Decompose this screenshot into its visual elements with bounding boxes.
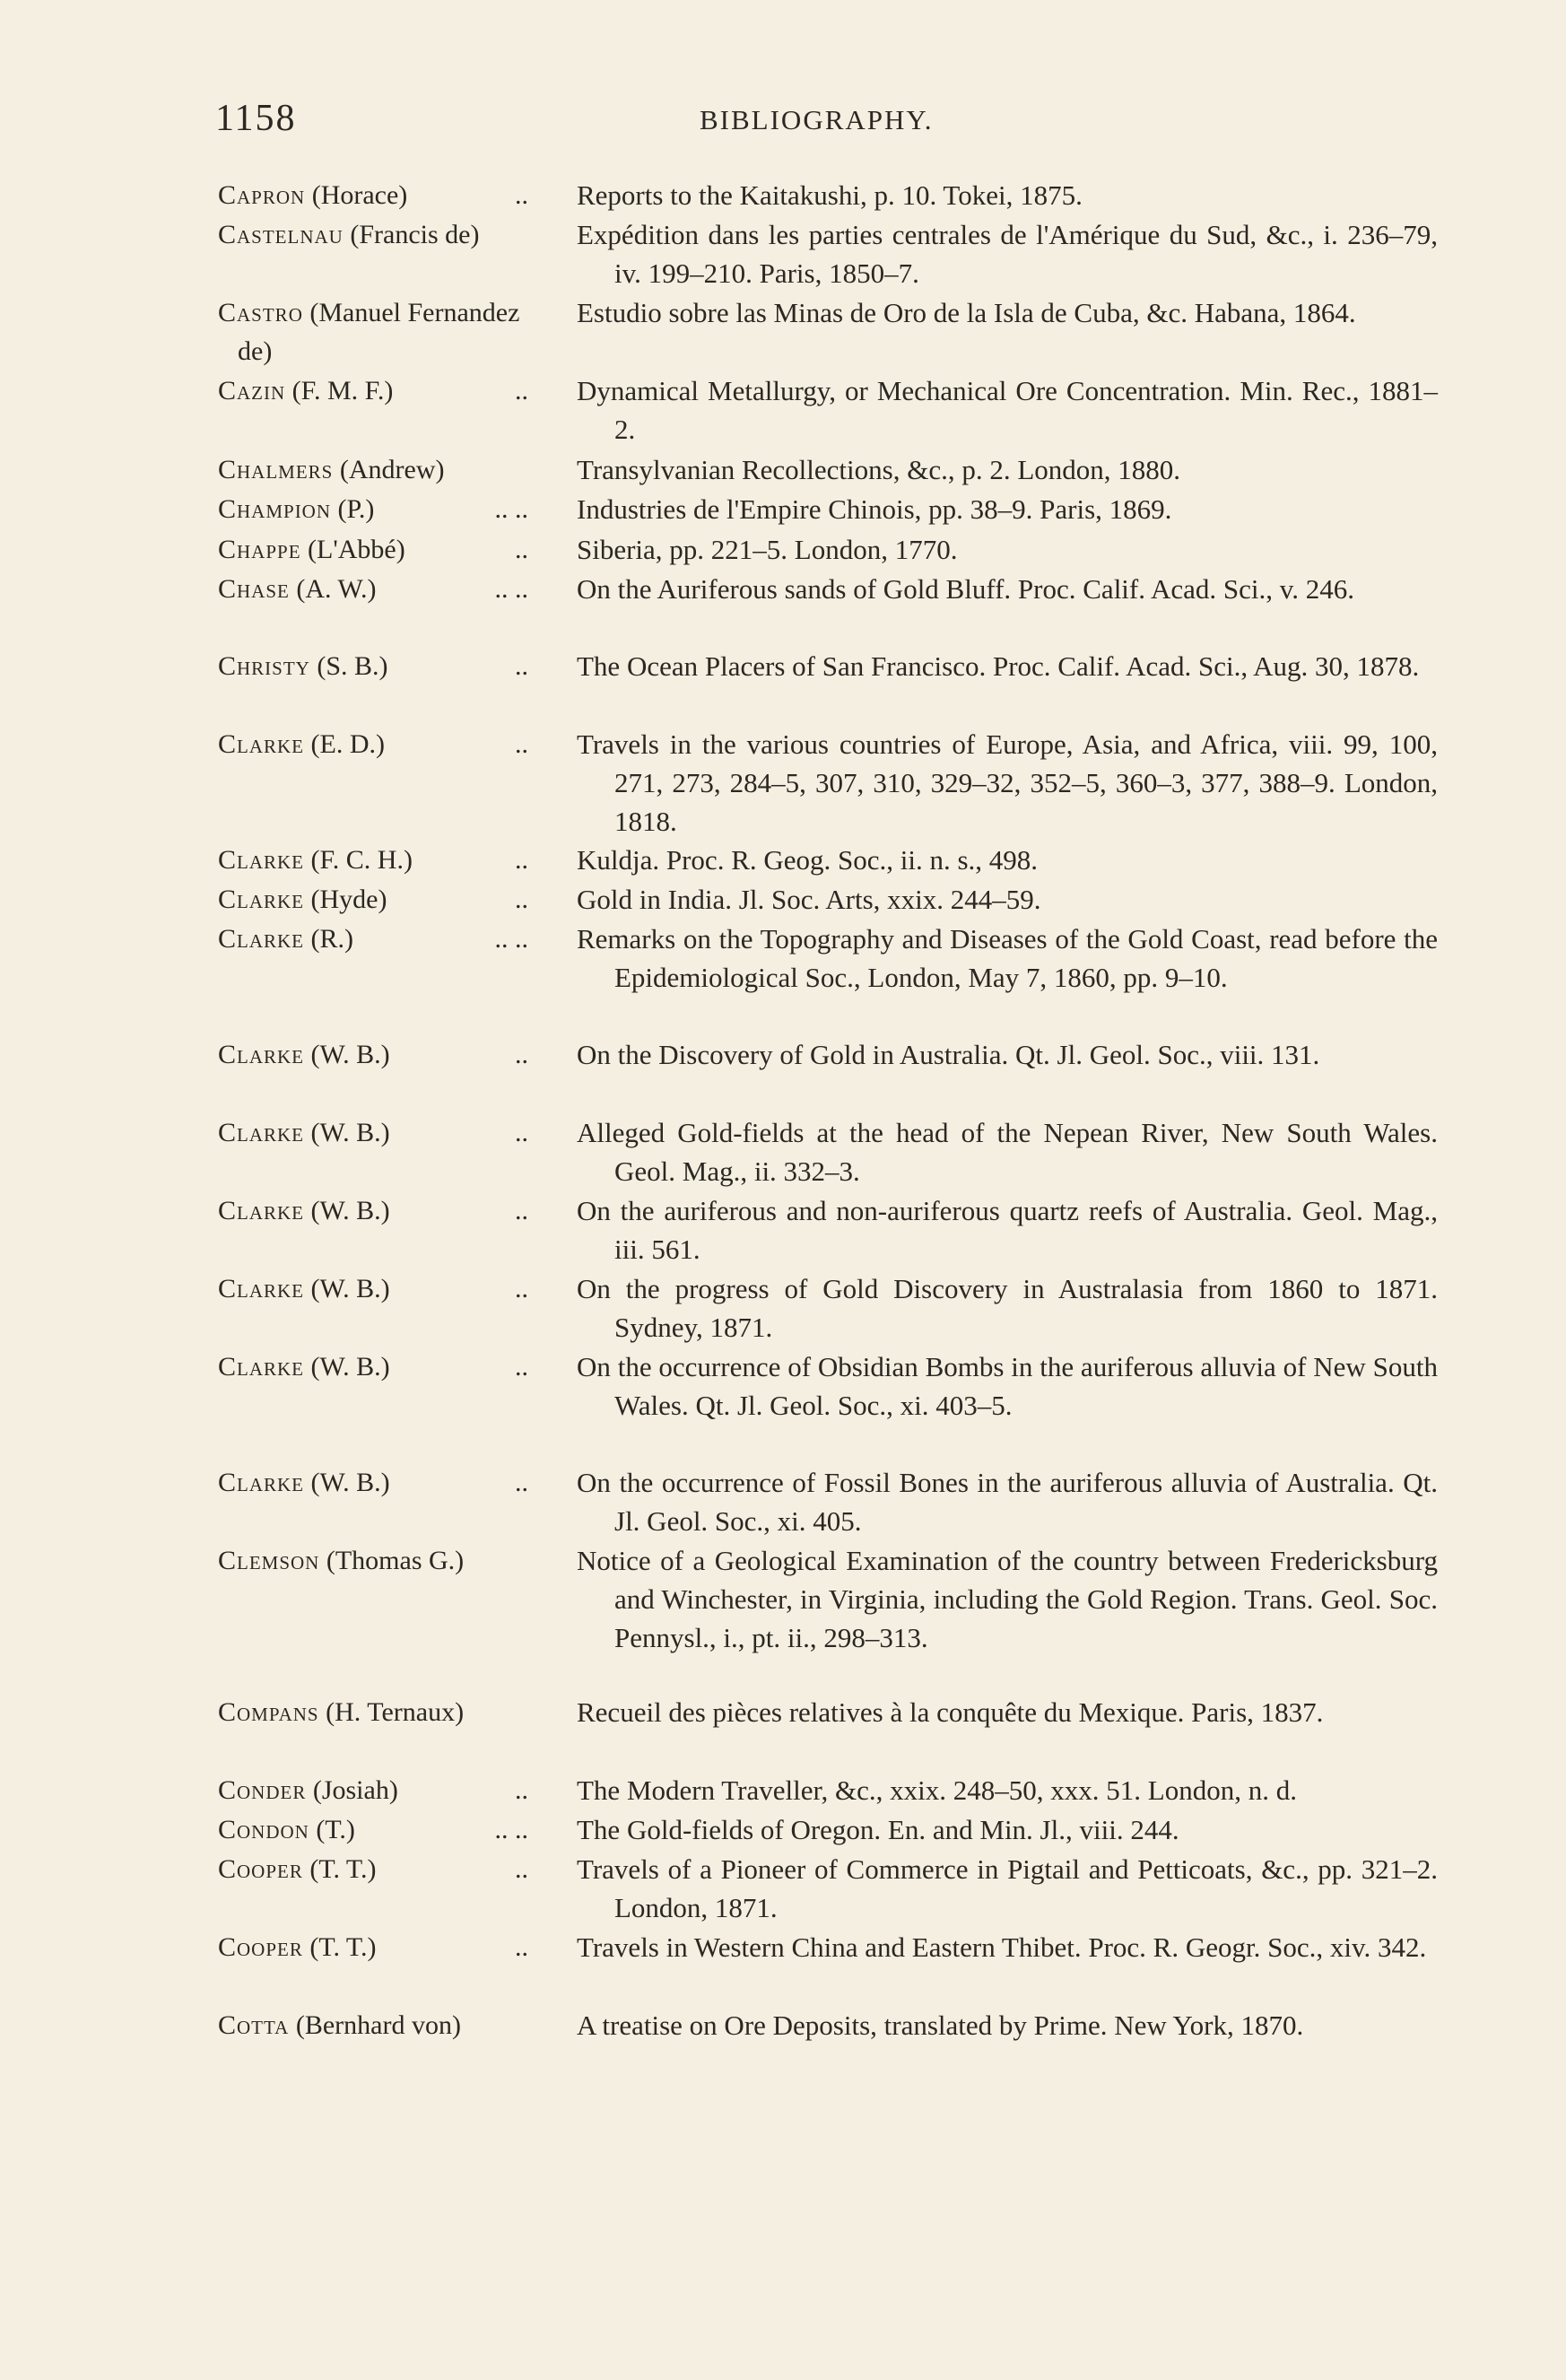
author-surname: Clarke	[218, 1196, 305, 1225]
author-surname: Clarke	[218, 729, 305, 759]
page-header	[215, 97, 1453, 151]
author-given-name: (Hyde)	[310, 885, 387, 914]
entry-description: Notice of a Geological Examination of the country between Fredericksburg and Winchester, in Virginia, including the Gold Region. Trans. Geol. Soc. Pennysl., i., pt. ii., 298–313.	[577, 1545, 1438, 1653]
entry-author	[218, 880, 530, 919]
author-surname: Cooper	[218, 1932, 303, 1962]
author-surname: Chappe	[218, 535, 301, 564]
author-given-name: (S. B.)	[317, 651, 388, 681]
entry-author	[218, 725, 530, 763]
author-surname: Clarke	[218, 1468, 305, 1497]
author-given-name: (E. D.)	[310, 729, 385, 759]
author-given-name: (L'Abbé)	[308, 535, 405, 564]
entry-description: Gold in India. Jl. Soc. Arts, xxix. 244–59.	[577, 884, 1041, 915]
author-given-name: (W. B.)	[310, 1274, 390, 1303]
author-surname: Cooper	[218, 1854, 303, 1884]
author-surname: Chase	[218, 574, 290, 604]
leader-dots: ..	[515, 885, 528, 914]
entry-author	[218, 920, 530, 958]
leader-dots: ..	[515, 376, 528, 405]
leader-dots: ..	[515, 1196, 528, 1225]
author-given-name: (W. B.)	[310, 1118, 390, 1147]
leader-dots: ..	[515, 1118, 528, 1147]
entry-author	[218, 215, 530, 254]
entry-author	[218, 1850, 530, 1888]
entry-description: Reports to the Kaitakushi, p. 10. Tokei, 1875.	[577, 179, 1083, 211]
author-given-name: (T. T.)	[309, 1854, 377, 1884]
entry-author	[218, 293, 530, 371]
author-surname: Clemson	[218, 1546, 320, 1575]
author-given-name: (Josiah)	[312, 1775, 398, 1805]
author-given-name: (Manuel Fernandez de)	[238, 298, 520, 366]
entry-description: On the occurrence of Fossil Bones in the auriferous alluvia of Australia. Qt. Jl. Geol. Soc., xi. 405.	[577, 1467, 1438, 1537]
entry-description: Travels of a Pioneer of Commerce in Pigtail and Petticoats, &c., pp. 321–2. London, 1871.	[577, 1853, 1438, 1923]
entry-author	[218, 1541, 530, 1580]
author-surname: Cazin	[218, 376, 286, 405]
leader-dots: ..	[515, 1274, 528, 1303]
leader-dots: ..	[515, 180, 528, 210]
entry-description: Alleged Gold-fields at the head of the Nepean River, New South Wales. Geol. Mag., ii. 332–3.	[577, 1117, 1438, 1187]
author-surname: Clarke	[218, 1274, 305, 1303]
entry-description: Travels in the various countries of Europe, Asia, and Africa, viii. 99, 100, 271, 273, 284–5, 307, 310, 329–32, 352–5, 360–3, 377, 388–9. London, 1818.	[577, 728, 1438, 837]
author-surname: Capron	[218, 180, 306, 210]
author-given-name: (H. Ternaux)	[326, 1697, 465, 1727]
leader-dots: ..	[515, 1352, 528, 1382]
entry-author	[218, 647, 530, 685]
author-surname: Cotta	[218, 2010, 290, 2040]
entry-author	[218, 1810, 530, 1849]
leader-dots: ..	[515, 1468, 528, 1497]
author-given-name: (Horace)	[311, 180, 408, 210]
leader-dots: .. ..	[494, 924, 528, 954]
author-surname: Clarke	[218, 1040, 305, 1069]
author-given-name: (W. B.)	[310, 1468, 390, 1497]
author-given-name: (P.)	[337, 494, 375, 524]
entry-author	[218, 1928, 530, 1966]
leader-dots: ..	[515, 535, 528, 564]
entry-author	[218, 1347, 530, 1386]
author-surname: Castelnau	[218, 220, 344, 249]
author-given-name: (W. B.)	[310, 1352, 390, 1382]
author-given-name: (T.)	[316, 1815, 355, 1844]
author-surname: Clarke	[218, 1118, 305, 1147]
leader-dots: .. ..	[494, 494, 528, 524]
entry-description: Dynamical Metallurgy, or Mechanical Ore Concentration. Min. Rec., 1881–2.	[577, 375, 1438, 445]
entry-description: Siberia, pp. 221–5. London, 1770.	[577, 534, 958, 565]
author-given-name: (Francis de)	[350, 220, 480, 249]
entry-description: On the occurrence of Obsidian Bombs in the auriferous alluvia of New South Wales. Qt. Jl. Geol. Soc., xi. 403–5.	[577, 1351, 1438, 1421]
entry-description: A treatise on Ore Deposits, translated by Prime. New York, 1870.	[577, 2009, 1304, 2041]
author-surname: Christy	[218, 651, 310, 681]
entry-author	[218, 1771, 530, 1809]
leader-dots: .. ..	[494, 574, 528, 604]
author-surname: Compans	[218, 1697, 319, 1727]
author-surname: Condon	[218, 1815, 309, 1844]
entry-description: On the auriferous and non-auriferous quartz reefs of Australia. Geol. Mag., iii. 561.	[577, 1195, 1438, 1265]
author-surname: Clarke	[218, 885, 305, 914]
entry-author	[218, 570, 530, 608]
entry-description: The Gold-fields of Oregon. En. and Min. Jl., viii. 244.	[577, 1814, 1179, 1845]
author-given-name: (F. M. F.)	[291, 376, 394, 405]
author-surname: Clarke	[218, 924, 305, 954]
entry-description: Recueil des pièces relatives à la conquête du Mexique. Paris, 1837.	[577, 1696, 1324, 1728]
entry-description: Transylvanian Recollections, &c., p. 2. London, 1880.	[577, 454, 1181, 485]
author-given-name: (W. B.)	[310, 1040, 390, 1069]
author-surname: Clarke	[218, 1352, 305, 1382]
leader-dots: ..	[515, 651, 528, 681]
entry-author	[218, 450, 530, 489]
entry-author	[218, 1693, 530, 1731]
entry-description: Kuldja. Proc. R. Geog. Soc., ii. n. s., 498.	[577, 844, 1039, 876]
entry-author	[218, 1113, 530, 1152]
page-number: 1158	[215, 98, 297, 139]
entry-author	[218, 176, 530, 214]
author-surname: Champion	[218, 494, 332, 524]
leader-dots: .. ..	[494, 1815, 528, 1844]
leader-dots: ..	[515, 1932, 528, 1962]
author-given-name: (F. C. H.)	[310, 845, 413, 875]
entry-author	[218, 530, 530, 569]
entry-description: Remarks on the Topography and Diseases of the Gold Coast, read before the Epidemiological Soc., London, May 7, 1860, pp. 9–10.	[577, 923, 1438, 993]
entry-author	[218, 1035, 530, 1074]
author-given-name: (A. W.)	[296, 574, 377, 604]
entry-author	[218, 841, 530, 879]
entry-description: Expédition dans les parties centrales de l'Amérique du Sud, &c., i. 236–79, iv. 199–210. Paris, 1850–7.	[577, 219, 1438, 289]
leader-dots: ..	[515, 845, 528, 875]
entry-author	[218, 1463, 530, 1502]
entry-author	[218, 490, 530, 528]
author-given-name: (R.)	[310, 924, 354, 954]
author-given-name: (Thomas G.)	[326, 1546, 465, 1575]
author-surname: Conder	[218, 1775, 307, 1805]
leader-dots: ..	[515, 1854, 528, 1884]
entry-description: Travels in Western China and Eastern Thibet. Proc. R. Geogr. Soc., xiv. 342.	[577, 1931, 1427, 1963]
author-surname: Clarke	[218, 845, 305, 875]
leader-dots: ..	[515, 1775, 528, 1805]
entry-author	[218, 2006, 530, 2044]
entry-description: The Ocean Placers of San Francisco. Proc. Calif. Acad. Sci., Aug. 30, 1878.	[577, 650, 1420, 682]
entry-description: On the Auriferous sands of Gold Bluff. Proc. Calif. Acad. Sci., v. 246.	[577, 573, 1355, 605]
author-given-name: (T. T.)	[309, 1932, 377, 1962]
entry-author	[218, 1269, 530, 1308]
entry-description: On the progress of Gold Discovery in Australasia from 1860 to 1871. Sydney, 1871.	[577, 1273, 1438, 1343]
running-head: BIBLIOGRAPHY.	[700, 104, 934, 135]
entry-description: On the Discovery of Gold in Australia. Qt. Jl. Geol. Soc., viii. 131.	[577, 1039, 1320, 1070]
author-surname: Chalmers	[218, 455, 334, 484]
author-given-name: (W. B.)	[310, 1196, 390, 1225]
entry-description: Estudio sobre las Minas de Oro de la Isla de Cuba, &c. Habana, 1864.	[577, 297, 1356, 328]
author-surname: Castro	[218, 298, 303, 327]
entry-author	[218, 371, 530, 410]
leader-dots: ..	[515, 729, 528, 759]
author-given-name: (Andrew)	[339, 455, 445, 484]
entry-author	[218, 1191, 530, 1230]
entry-description: Industries de l'Empire Chinois, pp. 38–9. Paris, 1869.	[577, 493, 1172, 525]
leader-dots: ..	[515, 1040, 528, 1069]
entry-description: The Modern Traveller, &c., xxix. 248–50, xxx. 51. London, n. d.	[577, 1774, 1297, 1806]
author-given-name: (Bernhard von)	[295, 2010, 461, 2040]
